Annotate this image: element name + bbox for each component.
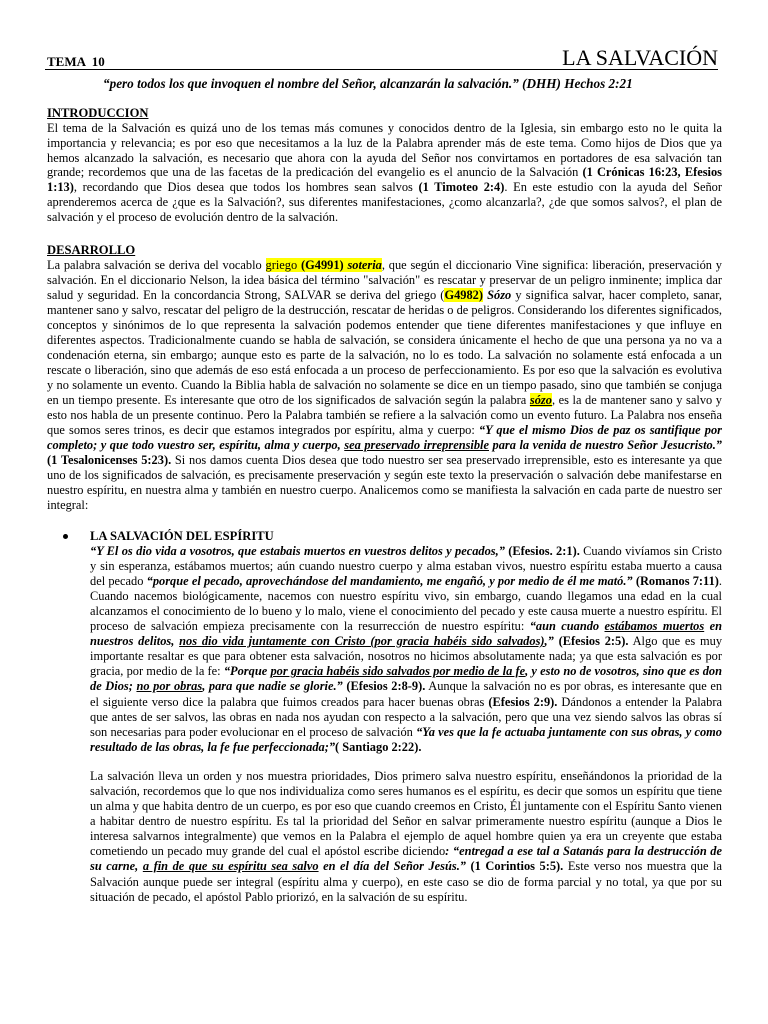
scripture-reference: ( Santiago 2:22). xyxy=(335,739,422,754)
introduction-heading: INTRODUCCION xyxy=(47,106,149,120)
text-run: , que según el diccionario Vine significa: liberación, preservación y salvación. En el diccionario Nelson, la idea básica del término "salvación" es rescatar y preservar de un peligro inminente; implica dar salud y seguridad. En la concordancia Strong, SALVAR se deriva del griego ( xyxy=(47,257,722,302)
underlined-emphasis: por gracia habéis sido salvados por medio de la fe xyxy=(270,664,526,679)
text-run: y significa salvar, hacer completo, sanar, mantener sano y salvo, rescatar del peligro de la destrucción, rescatar de heridas o de peligros. Considerando los diferentes significados, conceptos y sinónimos de lo que representa la salvación podemos entender que tiene diferentes manifestaciones y que influye en diferentes aspectos. Tradicionalmente cuando se habla de salvación, se considera únicamente el hecho de que una persona ya no va a condenación eterna, sin embargo; aunque esto es parte de la salvación, no lo es todo. La salvación no solamente está enfocada a un rescate o liberación, sino que además de eso está enfocada a un proceso de perfeccionamiento. Es por eso que la salvación es evolutiva y no solamente un evento. Cuando la Biblia habla de salvación no solamente se dice en un tiempo pasado, sino que también se conjuga en un tiempo presente. Es interesante que otro de los significados de salvación según la palabra xyxy=(47,287,723,407)
scripture-reference: (Efesios 2:9). xyxy=(488,694,558,709)
text-run: Cuando vivíamos sin Cristo y sin esperanza, estábamos muertos; aún cuando nuestro cuerpo y alma estaban vivos, nuestro espíritu estaba muerto a causa del pecado xyxy=(90,543,722,588)
epigraph-verse: “pero todos los que invoquen el nombre del Señor, alcanzarán la salvación.” (DHH) Hechos 2:21 xyxy=(103,76,633,91)
text-run: , es la de mantener sano y salvo y esto nos habla de un presente continuo. Pero la Palabra también se refiere a la salvación como un evento futuro. La Palabra nos enseña que somos seres trinos, es decir que estamos integrados por espíritu, alma y cuerpo: xyxy=(47,392,722,437)
section-heading: LA SALVACIÓN DEL ESPÍRITU xyxy=(90,528,274,543)
text-run: El tema de la Salvación es quizá uno de los temas más comunes y conocidos dentro de la Iglesia, sin embargo esto no le quita la importancia y relevancia; es por eso que necesitamos a la luz de la Palabra aprender más de este tema. Como hijos de Dios que ya hemos alcanzado la salvación, es necesario que ahora con la ayuda del Señor nos convirtamos en portadores de esa salvación tan grande; recordemos que una de las facetas de la predicación del evangelio es el anuncio de la Salvación xyxy=(47,121,722,180)
greek-word: Sózo xyxy=(482,287,512,302)
highlighted-term: griego xyxy=(265,257,301,272)
text-run: Algo que es muy importante resaltar es que para obtener esta salvación, nosotros no hicimos absolutamente nada; ya que esta salvación es por gracia, por medio de la fe: xyxy=(90,634,723,679)
text-run: Este verso nos muestra que la Salvación aunque puede ser integral (espíritu alma y cuerpo), en este caso se dio de forma parcial y no total, ya que por su situación de pecado, el apóstol Pablo priorizó, en la salvación de su espíritu. xyxy=(90,859,723,904)
scripture-quote: , para que nadie se glorie.” xyxy=(202,679,343,694)
scripture-quote: “Porque xyxy=(223,664,271,679)
underlined-emphasis: nos dio vida juntamente con Cristo (por gracia habéis sido salvados) xyxy=(179,634,545,649)
underlined-emphasis: a fin de que su espíritu sea salvo xyxy=(142,859,319,874)
scripture-quote: en nuestros delitos, xyxy=(90,619,722,649)
document-header xyxy=(45,47,718,70)
text-run: Si nos damos cuenta Dios desea que todo nuestro ser sea preservado irreprensible, esto es interesante ya que uno de los significados de salvación, es precisamente preservación y según este texto la preservación o salvación debe manifestarse en nuestro espíritu, en nuestra alma y también en nuestro cuerpo. Analicemos como se manifiesta la salvación en cada parte de nuestro ser integral: xyxy=(47,452,722,512)
scripture-reference: (Efesios 2:8-9). xyxy=(342,679,426,694)
highlighted-strong-number: G4982) xyxy=(444,287,483,302)
scripture-reference: (Efesios 2:5). xyxy=(553,634,629,649)
underlined-emphasis: estábamos muertos xyxy=(604,619,705,634)
scripture-reference: (1 Tesalonicenses 5:23). xyxy=(47,452,172,467)
development-heading: DESARROLLO xyxy=(47,242,136,257)
highlighted-greek-word: soteria xyxy=(343,257,382,272)
scripture-quote: “Ya ves que la fe actuaba juntamente con sus obras, y como resultado de las obras, la fe fue perfeccionada;” xyxy=(90,724,722,754)
bullet-icon xyxy=(63,534,68,539)
text-run: La palabra salvación se deriva del vocablo xyxy=(47,257,266,272)
text-run: La salvación lleva un orden y nos muestra prioridades, Dios primero salva nuestro espíritu, enseñándonos la prioridad de la salvación, recordemos que lo que nos individualiza como seres humanos es el espíritu, es decir que somos un espíritu que tiene un alma y que habita dentro de un cuerpo, es por eso que cuando creemos en Cristo, Él juntamente con el Espíritu Santo vienen a habitar dentro de nuestro espíritu. Es tal la prioridad del Señor en salvar primeramente nuestro espíritu (aunque a Dios le interesa salvarnos integralmente) que vemos en la Palabra el ejemplo de aquel hombre quien ya era un creyente que estaba cometiendo un pecado muy grande del cual el apóstol escribe diciendo xyxy=(90,768,722,859)
scripture-reference: (Efesios. 2:1). xyxy=(504,543,580,558)
text-run: Aunque la salvación no es por obras, es interesante que en el siguiente verso dice la palabra que fuimos creados para hacer buenas obras xyxy=(90,679,723,709)
underlined-emphasis: no por obras xyxy=(136,679,203,694)
highlighted-greek-word: sózo xyxy=(529,392,552,407)
scripture-quote: “Y El os dio vida a vosotros, que estabais muertos en vuestros delitos y pecados,” xyxy=(90,543,505,558)
scripture-quote: para la venida de nuestro Señor Jesucristo.” xyxy=(489,437,722,452)
text-run: . En este estudio con la ayuda del Señor aprenderemos acerca de ¿que es la Salvación?, sus diferentes manifestaciones, ¿como alcanzarla?, ¿de que somos salvos?, el plan de salvación y el proceso de evolución dentro de la salvación. xyxy=(47,180,722,224)
scripture-quote: , y esto no de vosotros, sino que es don de Dios; xyxy=(90,664,723,694)
scripture-quote: “aun cuando xyxy=(529,619,605,634)
scripture-reference: (1 Crónicas 16:23, Efesios 1:13) xyxy=(47,165,722,195)
section-paragraph xyxy=(90,769,722,905)
scripture-quote: en el día del Señor Jesús.” xyxy=(318,859,466,874)
underlined-emphasis: sea preservado irreprensible xyxy=(344,437,489,452)
text-run: , recordando que Dios desea que todos los hombres sean salvos xyxy=(73,180,419,195)
scripture-quote: ,” xyxy=(544,634,554,649)
scripture-quote: “Y que el mismo Dios de paz os santifique por completo; y que todo vuestro ser, espíritu, alma y cuerpo, xyxy=(47,422,722,452)
section-paragraph xyxy=(90,544,722,755)
scripture-quote: “porque el pecado, aprovechándose del mandamiento, me engañó, y por medio de él me mató.” xyxy=(146,573,633,588)
scripture-reference: (1 Corintios 5:5). xyxy=(465,859,564,874)
introduction-paragraph xyxy=(47,121,722,225)
highlighted-strong-number: (G4991) xyxy=(300,257,344,272)
development-paragraph xyxy=(47,258,722,513)
text-run: . Cuando nacemos biológicamente, nacemos con nuestro espíritu vivo, sin embargo, cuando llegamos una edad en la cual alcanzamos el conocimiento de lo bueno y lo malo, viene el conocimiento del pecado y este causa muerte a nuestro espíritu. El proceso de salvación empieza precisamente con la resurrección de nuestro espíritu: xyxy=(90,573,723,634)
scripture-reference: (Romanos 7:11) xyxy=(632,573,719,588)
topic-number: TEMA 10 xyxy=(47,54,105,69)
text-run: Dándonos a entender la Palabra que antes de ser salvos, las obras en nada nos ayudan con respecto a la salvación, pero que una vez siendo salvos las obras sí son necesarias para poder evolucionar en el proceso de salvación xyxy=(90,694,722,739)
scripture-reference: (1 Timoteo 2:4) xyxy=(418,180,505,195)
section-spirit-salvation xyxy=(90,529,722,905)
document-title: LA SALVACIÓN xyxy=(562,45,718,70)
scripture-quote: : “entregad a ese tal a Satanás para la destrucción de su carne, xyxy=(90,844,722,874)
